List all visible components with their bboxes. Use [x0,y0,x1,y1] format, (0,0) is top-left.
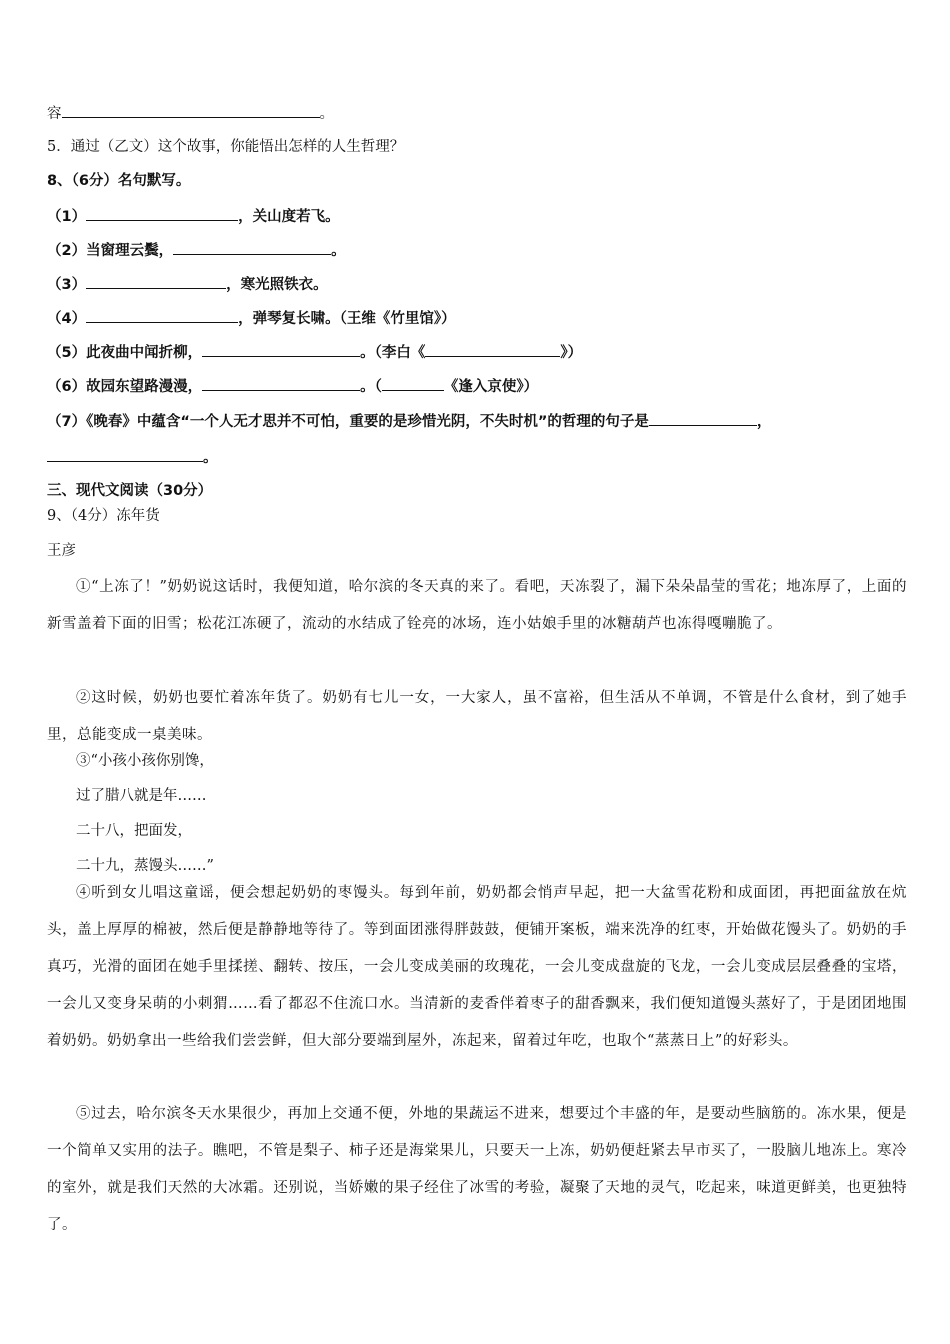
q8-item-2 [47,239,346,261]
q8-item-middle: 。（ [360,379,382,395]
q8-item-middle: 。（李白《 [360,345,426,361]
answer-blank[interactable] [425,341,560,357]
answer-blank[interactable] [86,307,238,323]
q8-item-4 [47,307,456,329]
q8-item-suffix: 。 [203,450,218,466]
question-5: 5．通过（乙文）这个故事，你能悟出怎样的人生哲理？ [47,139,405,155]
article-author: 王彦 [47,543,76,559]
verse-line: 过了腊八就是年…… [76,788,207,804]
rong-suffix: 。 [319,106,334,122]
answer-blank[interactable] [86,273,226,289]
answer-blank[interactable] [173,239,331,255]
answer-blank[interactable] [202,375,360,391]
paragraph-1: ①“上冻了！”奶奶说这话时，我便知道，哈尔滨的冬天真的来了。看吧，天冻裂了，漏下朵朵晶莹的雪花；地冻厚了，上面的新雪盖着下面的旧雪；松花江冻硬了，流动的水结成了铨亮的冰场，连小姑娘手里的冰糖葫芦也冻得嘎嘣脆了。 [47,579,907,632]
q8-item-7-continued [47,446,218,468]
q8-item-prefix: （1） [47,209,87,225]
q8-item-prefix: （3） [47,277,87,293]
q8-item-suffix: ，弹琴复长啸。（王维《竹里馆》） [238,311,456,327]
answer-blank[interactable] [47,446,203,462]
answer-line-rong [47,102,334,124]
paragraph-4: ④听到女儿唱这童谣，便会想起奶奶的枣馒头。每到年前，奶奶都会悄声早起，把一大盆雪花粉和成面团，再把面盆放在炕头，盖上厚厚的棉被，然后便是静静地等待了。等到面团涨得胖鼓鼓，便铺开案板，端来洗净的红枣，开始做花馒头了。奶奶的手真巧，光滑的面团在她手里揉搓、翻转、按压，一会儿变成美丽的玫瑰花，一会儿变成盘旋的飞龙，一会儿变成层层叠叠的宝塔，一会儿又变身呆萌的小刺猬……看了都忍不住流口水。当清新的麦香伴着枣子的甜香飘来，我们便知道馒头蒸好了，于是团团地围着奶奶。奶奶拿出一些给我们尝尝鲜，但大部分要端到屋外，冻起来，留着过年吃，也取个“蒸蒸日上”的好彩头。 [47,885,907,1049]
q8-item-prefix: （2）当窗理云鬓， [47,243,174,259]
verse-line: 二十九，蒸馒头……” [76,858,214,874]
question-8-title: 8、（6分）名句默写。 [47,173,191,189]
section-3-title: 三、现代文阅读（30分） [47,483,213,499]
q8-item-suffix: ， [756,414,772,430]
q8-item-prefix: （7）《晚春》中蕴含“一个人无才思并不可怕，重要的是珍惜光阴，不失时机”的哲理的句子是 [47,414,649,430]
q8-item-suffix: ，关山度若飞。 [238,209,340,225]
answer-blank[interactable] [86,205,238,221]
question-9-title: 9、（4分）冻年货 [47,508,160,524]
q8-item-prefix: （6）故园东望路漫漫， [47,379,203,395]
paragraph-5: ⑤过去，哈尔滨冬天水果很少，再加上交通不便，外地的果蔬运不进来，想要过个丰盛的年，是要动些脑筋的。冻水果，便是一个简单又实用的法子。瞧吧，不管是梨子、柿子还是海棠果儿，只要天一上冻，奶奶便赶紧去早市买了，一股脑儿地冻上。寒冷的室外，就是我们天然的大冰霜。还别说，当娇嫩的果子经住了冰雪的考验，凝聚了天地的灵气，吃起来，味道更鲜美，也更独特了。 [47,1106,907,1233]
q8-item-suffix: 《逢入京使》） [443,379,539,395]
q8-item-prefix: （4） [47,311,87,327]
q8-item-suffix: 》） [560,345,583,361]
q8-item-5 [47,341,582,363]
answer-blank[interactable] [649,410,757,426]
verse-line: 二十八，把面发， [76,823,192,839]
q8-item-suffix: 。 [331,243,346,259]
answer-blank[interactable] [62,102,320,118]
paragraph-2: ②这时候，奶奶也要忙着冻年货了。奶奶有七儿一女，一大家人，虽不富裕，但生活从不单调，不管是什么食材，到了她手里，总能变成一桌美味。 [47,690,907,743]
q8-item-7 [47,410,771,432]
q8-item-6 [47,375,538,397]
q8-item-3 [47,273,328,295]
answer-blank[interactable] [202,341,360,357]
answer-blank[interactable] [382,375,444,391]
q8-item-1 [47,205,340,227]
verse-line: ③“小孩小孩你别馋， [76,753,214,769]
q8-item-prefix: （5）此夜曲中闻折柳， [47,345,203,361]
q8-item-suffix: ，寒光照铁衣。 [226,277,328,293]
rong-prefix: 容 [47,106,62,122]
